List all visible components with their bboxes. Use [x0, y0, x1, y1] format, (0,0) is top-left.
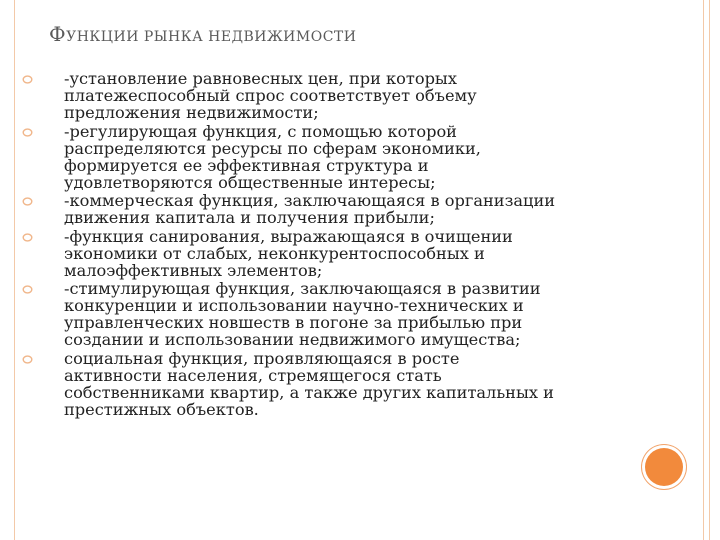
bullet-text-line: платежеспособный спрос соответствует объему — [64, 86, 477, 105]
bullet-item — [22, 228, 622, 279]
bullet-text-line: конкуренции и использовании научно-технических и — [64, 296, 524, 315]
bullet-item — [22, 350, 622, 418]
bullet-text-line: формируется ее эффективная структура и — [64, 155, 429, 175]
ring-bullet-icon — [22, 197, 33, 206]
left-border-line — [14, 0, 15, 540]
bullet-item — [22, 280, 622, 348]
bullet-text-line: движения капитала и получения прибыли; — [64, 208, 435, 227]
bullet-text-line: -функция санирования, выражающаяся в очищении — [64, 226, 513, 246]
bullet-text-line: управленческих новшеств в погоне за прибылью при — [64, 313, 523, 332]
bullet-text-line: предложения недвижимости; — [64, 103, 319, 122]
right-border-line — [703, 0, 704, 540]
title-rest: УНКЦИИ РЫНКА НЕДВИЖИМОСТИ — [66, 29, 357, 45]
bullet-text-line: собственниками квартир, а также других капитальных и — [64, 382, 554, 402]
accent-circle — [645, 448, 683, 486]
ring-bullet-icon — [22, 75, 33, 84]
ring-bullet-icon — [22, 128, 33, 137]
bullet-item — [22, 192, 622, 226]
bullet-text-line: создании и использовании недвижимого имущества; — [64, 330, 521, 349]
bullet-text-line: малоэффективных элементов; — [64, 260, 323, 280]
bullet-text-line: социальная функция, проявляющаяся в росте — [64, 348, 460, 368]
bullet-text-line: престижных объектов. — [64, 399, 259, 419]
bullet-text-line: распределяются ресурсы по сферам экономики, — [64, 138, 481, 158]
bullet-text-line: -стимулирующая функция, заключающаяся в развитии — [64, 279, 541, 298]
bullet-list — [22, 70, 622, 419]
title-first-letter: Ф — [49, 22, 67, 46]
ring-bullet-icon — [22, 355, 33, 364]
slide-title — [49, 22, 356, 46]
bullet-text-line: экономики от слабых, неконкурентоспособных и — [64, 243, 485, 263]
bullet-text-line: удовлетворяются общественные интересы; — [64, 172, 436, 192]
bullet-item — [22, 123, 622, 191]
right-border-line-outer — [709, 0, 710, 540]
bullet-text-line: активности населения, стремящегося стать — [64, 365, 442, 385]
bullet-item — [22, 70, 622, 121]
bullet-text-line: -установление равновесных цен, при которых — [64, 69, 457, 88]
bullet-text-line: -коммерческая функция, заключающаяся в организации — [64, 191, 556, 210]
ring-bullet-icon — [22, 233, 33, 242]
bullet-text-line: -регулирующая функция, с помощью которой — [64, 121, 457, 141]
ring-bullet-icon — [22, 285, 33, 294]
